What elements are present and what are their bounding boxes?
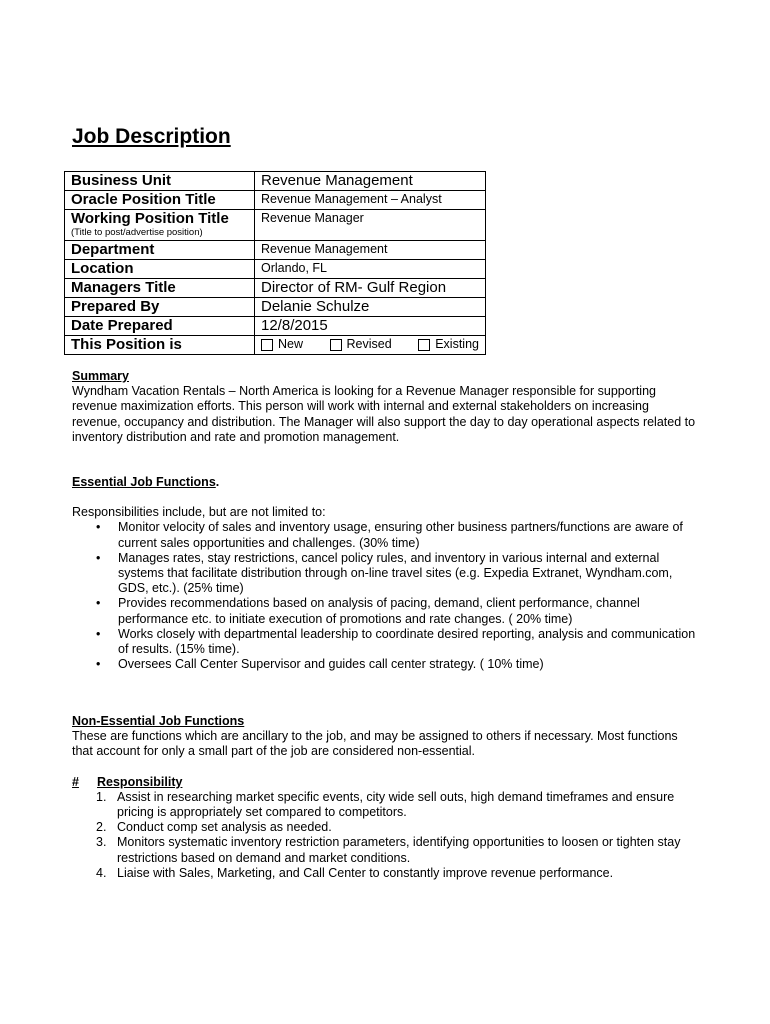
business-unit-value: Revenue Management xyxy=(255,172,486,191)
list-item xyxy=(96,820,697,835)
essential-functions-list xyxy=(72,520,697,672)
oracle-position-title-value: Revenue Management – Analyst xyxy=(255,191,486,210)
new-checkbox[interactable] xyxy=(261,336,303,353)
responsibility-list xyxy=(72,790,697,881)
position-is-options xyxy=(255,336,486,355)
table-row xyxy=(65,298,486,317)
essential-functions-heading: Essential Job Functions xyxy=(72,475,216,489)
checkbox-box-icon xyxy=(261,339,273,351)
responsibility-header xyxy=(72,775,697,790)
list-item: • Oversees Call Center Supervisor and guides call center strategy. ( 10% time) xyxy=(118,657,697,672)
position-is-label: This Position is xyxy=(65,336,255,355)
item-text: Assist in researching market specific events, city wide sell outs, high demand timeframes and ensure pricing is appropriately set compared to competitors. xyxy=(117,789,675,820)
essential-functions-section xyxy=(72,475,697,672)
new-checkbox-label: New xyxy=(278,337,304,351)
business-unit-label: Business Unit xyxy=(65,172,255,191)
responsibility-title-header: Responsibility xyxy=(97,774,183,789)
list-item xyxy=(96,865,697,881)
item-number: 3. xyxy=(96,835,107,850)
existing-checkbox[interactable] xyxy=(418,336,479,353)
managers-title-value: Director of RM- Gulf Region xyxy=(255,279,486,298)
working-position-title-note: (Title to post/advertise position) xyxy=(71,227,203,238)
item-number: 4. xyxy=(96,865,107,880)
summary-heading: Summary xyxy=(72,369,129,383)
item-number: 1. xyxy=(96,789,107,804)
checkbox-box-icon xyxy=(330,339,342,351)
existing-checkbox-label: Existing xyxy=(435,337,479,351)
oracle-position-title-label: Oracle Position Title xyxy=(65,191,255,210)
managers-title-label: Managers Title xyxy=(65,279,255,298)
working-position-title-cell xyxy=(65,210,255,241)
item-text: Liaise with Sales, Marketing, and Call Center to constantly improve revenue performance. xyxy=(117,865,614,880)
table-row xyxy=(65,241,486,260)
date-prepared-value: 12/8/2015 xyxy=(255,317,486,336)
revised-checkbox[interactable] xyxy=(330,336,392,353)
non-essential-functions-heading: Non-Essential Job Functions xyxy=(72,714,245,728)
essential-functions-intro: Responsibilities include, but are not limited to: xyxy=(72,505,326,520)
non-essential-functions-section xyxy=(72,714,697,881)
list-item: • Works closely with departmental leadership to coordinate desired reporting, analysis and communication of results. (15% time). xyxy=(118,627,697,657)
table-row xyxy=(65,210,486,241)
location-label: Location xyxy=(65,260,255,279)
item-text: Monitors systematic inventory restriction parameters, identifying opportunities to loosen or tighten stay restrictions based on demand and market conditions. xyxy=(117,835,681,865)
page-title: Job Description xyxy=(72,125,231,148)
table-row xyxy=(65,317,486,336)
department-label: Department xyxy=(65,241,255,260)
non-essential-functions-intro: These are functions which are ancillary to the job, and may be assigned to others if necessary. Most functions that account for only a small part of the job are considered non-essential. xyxy=(72,729,678,759)
table-row xyxy=(65,191,486,210)
date-prepared-label: Date Prepared xyxy=(65,317,255,336)
responsibility-hash-header: # xyxy=(72,774,79,789)
department-value: Revenue Management xyxy=(255,241,486,260)
list-item xyxy=(96,789,697,820)
essential-functions-heading-suffix: . xyxy=(215,475,220,489)
summary-text: Wyndham Vacation Rentals – North America is looking for a Revenue Manager responsible for supporting revenue maximization efforts. This person will work with internal and external stakeholders on increasing revenue, occupancy and distribution. The Manager will also support the day to day operational aspects related to inventory distribution and rate and promotion management. xyxy=(72,384,696,444)
revised-checkbox-label: Revised xyxy=(346,337,392,351)
table-row xyxy=(65,260,486,279)
table-row xyxy=(65,279,486,298)
working-position-title-label: Working Position Title xyxy=(71,210,229,227)
working-position-title-value: Revenue Manager xyxy=(255,210,486,241)
summary-section xyxy=(72,369,697,445)
item-number: 2. xyxy=(96,820,107,835)
job-info-table xyxy=(64,171,486,355)
list-item: • Provides recommendations based on analysis of pacing, demand, client performance, channel performance etc. to initiate execution of promotions and rate changes. ( 20% time) xyxy=(118,596,697,626)
checkbox-box-icon xyxy=(418,339,430,351)
list-item: • Manages rates, stay restrictions, cancel policy rules, and inventory in various internal and external systems that facilitate distribution through on-line travel sites (e.g. Expedia Extranet, Wyndham.com, GDS, etc.). (25% time) xyxy=(118,551,697,597)
prepared-by-label: Prepared By xyxy=(65,298,255,317)
location-value: Orlando, FL xyxy=(255,260,486,279)
table-row xyxy=(65,336,486,355)
prepared-by-value: Delanie Schulze xyxy=(255,298,486,317)
item-text: Conduct comp set analysis as needed. xyxy=(117,820,332,835)
list-item: • Monitor velocity of sales and inventory usage, ensuring other business partners/functions are aware of current sales opportunities and challenges. (30% time) xyxy=(118,520,697,550)
table-row xyxy=(65,172,486,191)
list-item xyxy=(96,835,697,865)
